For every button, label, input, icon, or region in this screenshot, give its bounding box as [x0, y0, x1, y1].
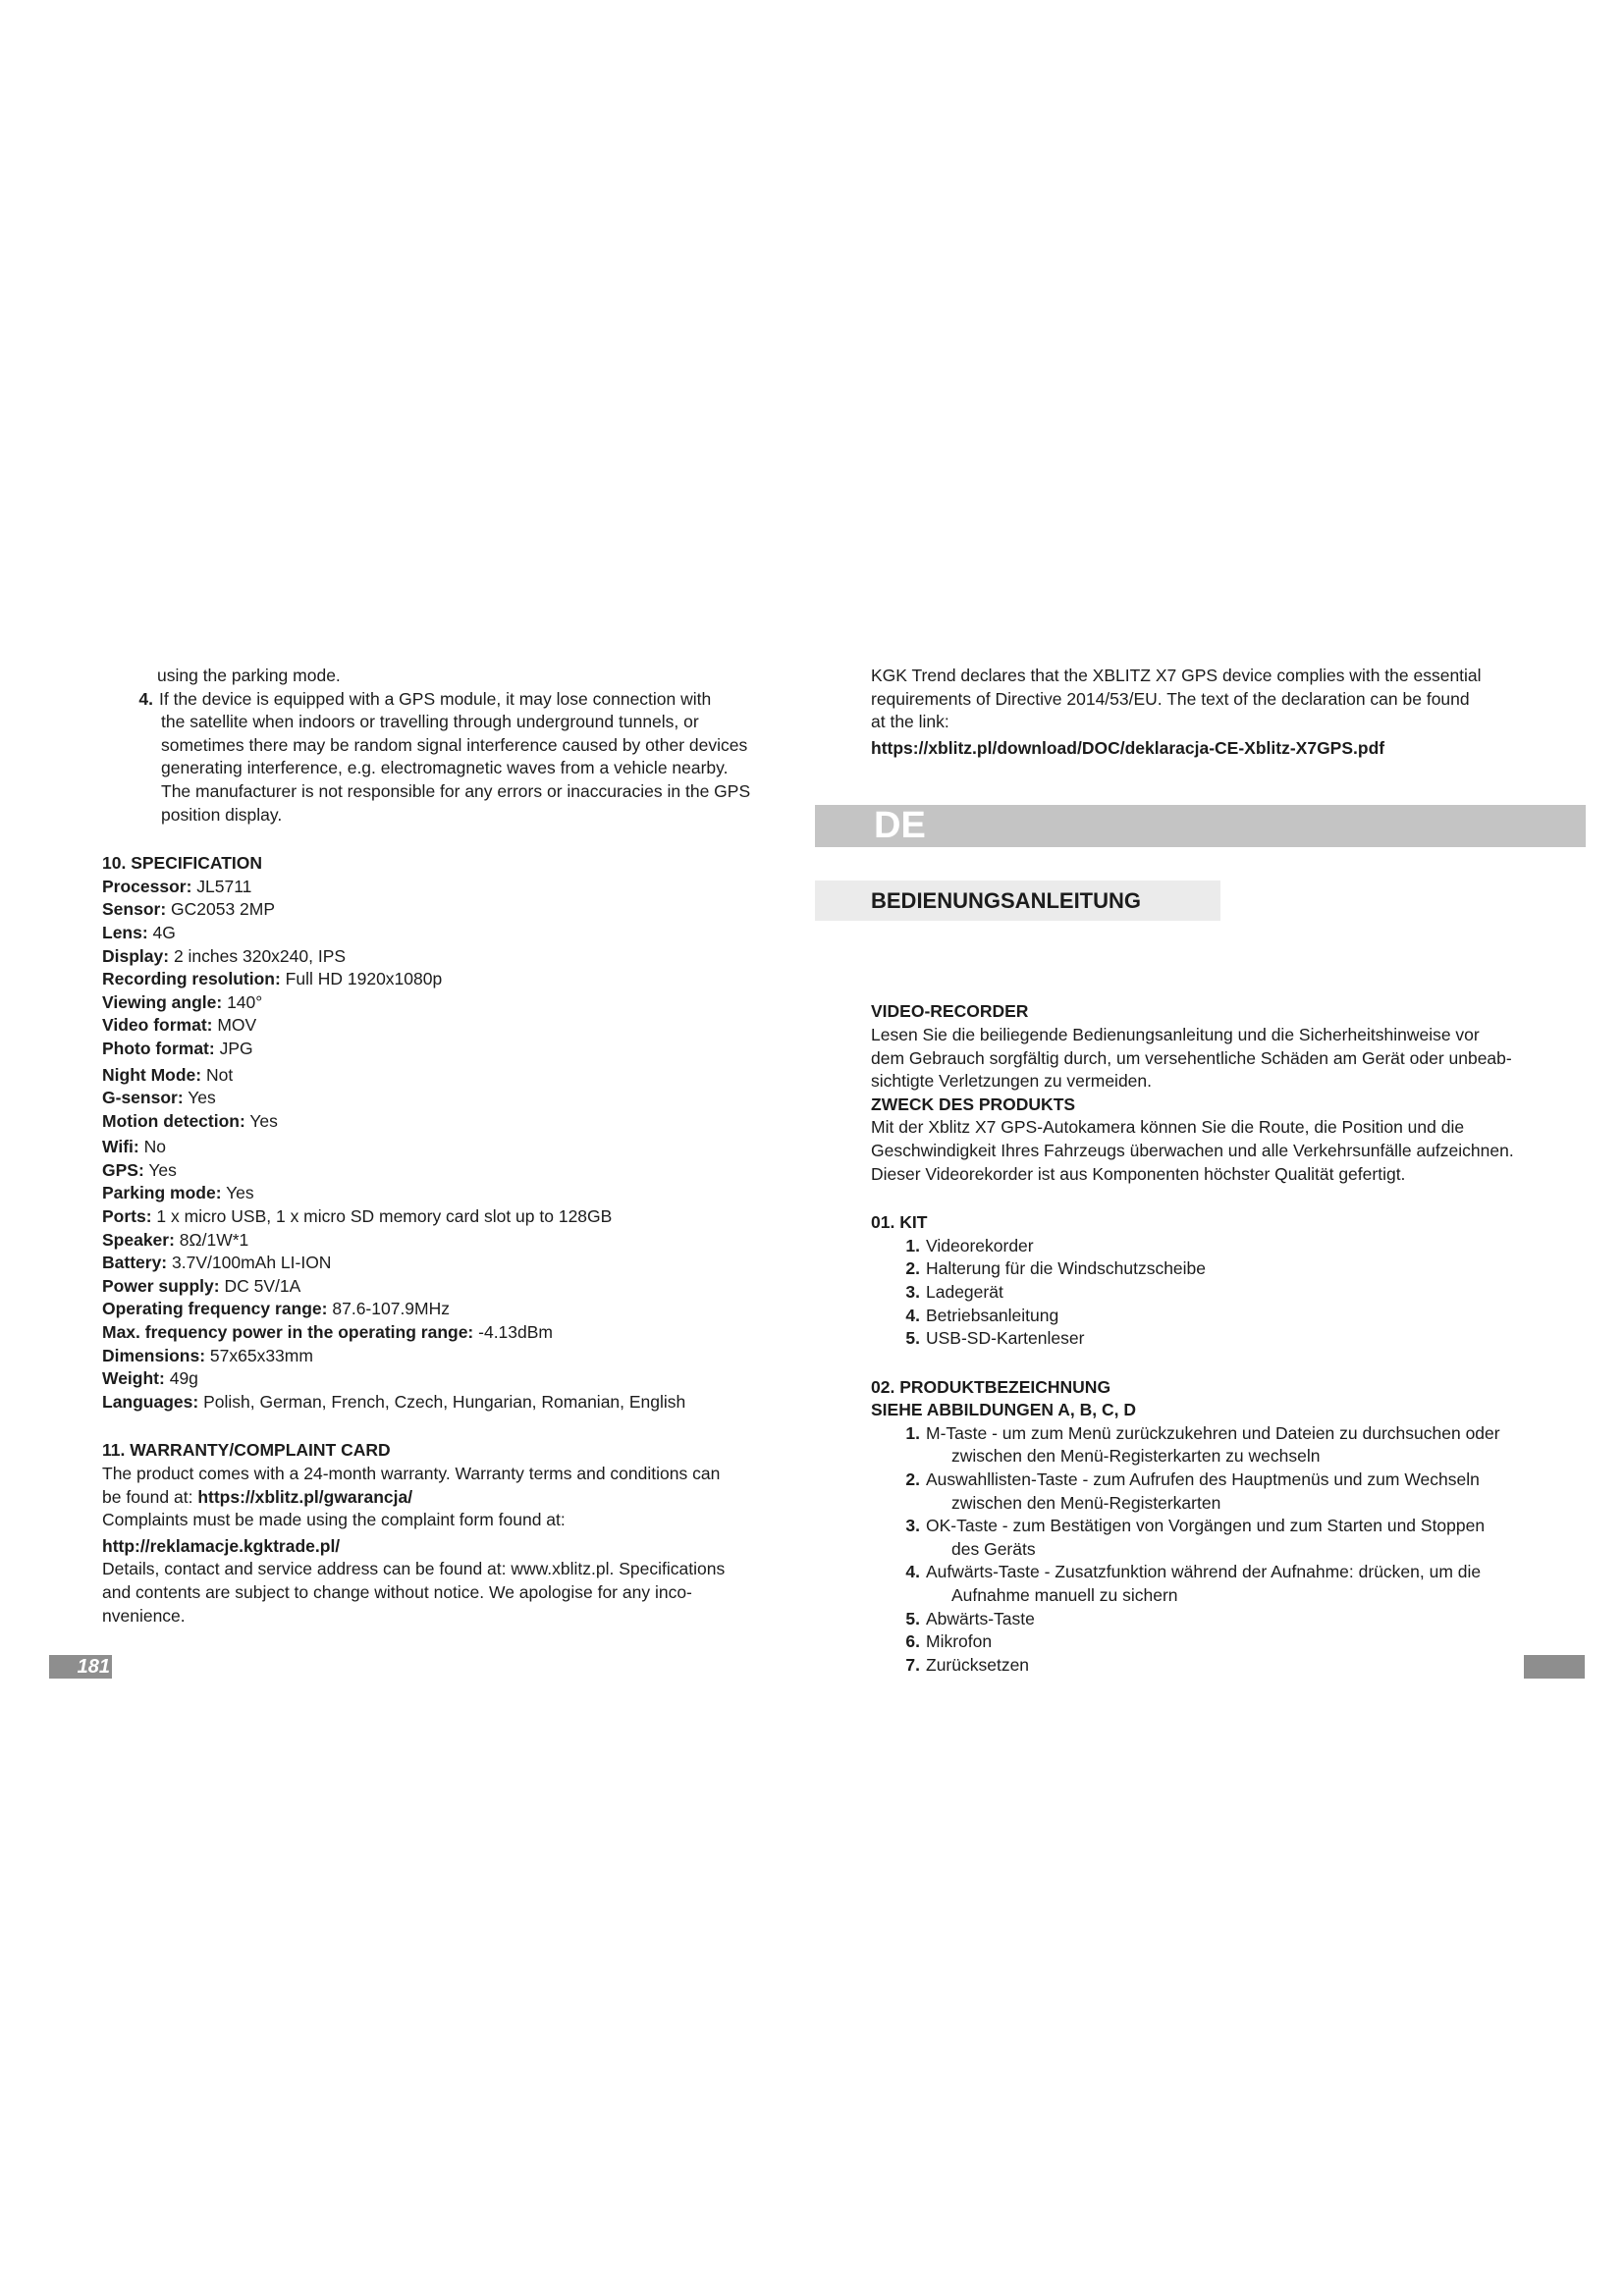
item-4-line: The manufacturer is not responsible for any errors or inaccuracies in the GPS: [161, 780, 751, 801]
product-item-line: des Geräts: [951, 1538, 1036, 1559]
product-item: [871, 1422, 1558, 1468]
product-title: 02. PRODUKTBEZEICHNUNG: [871, 1376, 1111, 1397]
spec-row: [102, 1229, 780, 1253]
spec-label: Processor:: [102, 876, 192, 896]
item-4-line: the satellite when indoors or travelling through underground tunnels, or: [161, 712, 699, 732]
product-item-line: Aufwärts-Taste - Zusatzfunktion während der Aufnahme: drücken, um die: [926, 1562, 1482, 1582]
item-number: 4.: [905, 1305, 920, 1325]
spec-label: Languages:: [102, 1391, 199, 1412]
spec-value: 140°: [222, 991, 263, 1012]
details-line: and contents are subject to change without notice. We apologise for any inco-: [102, 1581, 692, 1602]
kit-item: [871, 1235, 1558, 1258]
product-item: [871, 1654, 1558, 1678]
item-number: 3.: [905, 1516, 920, 1536]
item-4-line: If the device is equipped with a GPS module, it may lose connection with: [159, 688, 712, 709]
product-item-line: M-Taste - um zum Menü zurückzukehren und Dateien zu durchsuchen oder: [926, 1422, 1500, 1443]
spec-row: [102, 1367, 780, 1391]
spec-value: -4.13dBm: [473, 1322, 553, 1343]
kit-item: [871, 1327, 1558, 1351]
spec-label: Display:: [102, 945, 170, 966]
item-number: 1.: [905, 1422, 920, 1443]
spec-value: GC2053 2MP: [166, 899, 276, 920]
product-item: [871, 1630, 1558, 1654]
kit-item: [871, 1257, 1558, 1281]
complaints-text: Complaints must be made using the complaint form found at:: [102, 1510, 566, 1530]
spec-label: Battery:: [102, 1253, 168, 1273]
kit-item-text: Videorekorder: [926, 1235, 1034, 1255]
purpose-line: Dieser Videorekorder ist aus Komponenten höchster Qualität gefertigt.: [871, 1163, 1406, 1184]
item-number: 1.: [905, 1235, 920, 1255]
item-4-line: generating interference, e.g. electromagnetic waves from a vehicle nearby.: [161, 758, 729, 778]
spec-row: [102, 1014, 780, 1038]
spec-label: Speaker:: [102, 1229, 175, 1250]
spec-value: 1 x micro USB, 1 x micro SD memory card slot up to 128GB: [151, 1206, 613, 1227]
product-subtitle: SIEHE ABBILDUNGEN A, B, C, D: [871, 1400, 1136, 1420]
manual-banner-label: BEDIENUNGSANLEITUNG: [871, 888, 1142, 913]
product-item-line: zwischen den Menü-Registerkarten zu wechseln: [951, 1446, 1321, 1467]
declaration-line: at the link:: [871, 712, 949, 732]
spec-value: JPG: [214, 1038, 253, 1058]
spec-value: Full HD 1920x1080p: [280, 969, 443, 989]
spec-value: JL5711: [191, 876, 252, 896]
video-line: Lesen Sie die beiliegende Bedienungsanleitung und die Sicherheitshinweise vor: [871, 1024, 1480, 1044]
spec-row: [102, 876, 780, 899]
spec-row: [102, 945, 780, 969]
item-number: 5.: [905, 1608, 920, 1629]
product-item-line: Auswahllisten-Taste - zum Aufrufen des Hauptmenüs und zum Wechseln: [926, 1469, 1480, 1490]
spec-label: Wifi:: [102, 1137, 139, 1157]
spec-label: Viewing angle:: [102, 991, 223, 1012]
language-banner: [815, 805, 1586, 847]
product-item-text: [926, 1608, 1035, 1631]
spec-label: Recording resolution:: [102, 969, 281, 989]
spec-label: Video format:: [102, 1015, 213, 1036]
product-item-line: Zurücksetzen: [926, 1654, 1030, 1675]
spec-row: [102, 1205, 780, 1229]
product-item: [871, 1468, 1558, 1515]
warranty-prefix: be found at:: [102, 1486, 198, 1507]
spec-row: [102, 1391, 780, 1415]
spec-row: [102, 1159, 780, 1183]
spec-value: No: [138, 1137, 166, 1157]
warranty-text: The product comes with a 24-month warranty. Warranty terms and conditions can: [102, 1464, 721, 1483]
spec-label: Photo format:: [102, 1038, 215, 1058]
spec-row: [102, 1182, 780, 1205]
item-number: 3.: [905, 1281, 920, 1302]
item-4-line: position display.: [161, 804, 283, 825]
purpose-title: ZWECK DES PRODUKTS: [871, 1094, 1076, 1114]
product-item: [871, 1561, 1558, 1607]
spec-label: Power supply:: [102, 1275, 220, 1296]
spec-value: Yes: [183, 1088, 216, 1108]
spec-label: GPS:: [102, 1159, 144, 1180]
spec-label: Parking mode:: [102, 1183, 222, 1203]
kit-item-text: USB-SD-Kartenleser: [926, 1328, 1085, 1349]
product-list: [871, 1422, 1558, 1678]
item-4-text: [159, 688, 750, 828]
spec-value: 2 inches 320x240, IPS: [169, 945, 347, 966]
declaration-line: KGK Trend declares that the XBLITZ X7 GPS device complies with the essential: [871, 666, 1482, 685]
purpose-line: Mit der Xblitz X7 GPS-Autokamera können Sie die Route, die Position und die: [871, 1117, 1465, 1138]
spec-row: [102, 991, 780, 1015]
spec-value: Yes: [221, 1183, 254, 1203]
spec-row: [102, 1087, 780, 1110]
warranty-text-2: [102, 1486, 780, 1510]
spec-value: 57x65x33mm: [205, 1345, 313, 1365]
product-item-line: Aufnahme manuell zu sichern: [951, 1585, 1178, 1606]
kit-item-text: Halterung für die Windschutzscheibe: [926, 1258, 1207, 1279]
spec-row: [102, 922, 780, 945]
spec-row: [102, 1038, 780, 1061]
page-number-badge: [49, 1655, 112, 1679]
spec-label: Max. frequency power in the operating range:: [102, 1322, 474, 1343]
product-item: [871, 1608, 1558, 1631]
footer-tab: [1524, 1655, 1585, 1679]
spec-value: 4G: [147, 922, 176, 942]
spec-value: 49g: [164, 1368, 198, 1389]
product-item: [871, 1515, 1558, 1561]
details-line: Details, contact and service address can be found at: www.xblitz.pl. Specifications: [102, 1559, 726, 1579]
item-number: 4.: [138, 688, 153, 709]
manual-banner: [815, 881, 1220, 921]
details-line: nvenience.: [102, 1605, 186, 1626]
spec-label: G-sensor:: [102, 1088, 184, 1108]
spec-value: 87.6-107.9MHz: [327, 1299, 451, 1319]
item-number: 7.: [905, 1654, 920, 1675]
warranty-link[interactable]: https://xblitz.pl/gwarancja/: [197, 1486, 413, 1507]
spec-row: [102, 1110, 780, 1134]
product-item-line: Mikrofon: [926, 1631, 993, 1652]
spec-value: Yes: [143, 1159, 177, 1180]
spec-value: 3.7V/100mAh LI-ION: [167, 1253, 332, 1273]
item-number: 2.: [905, 1469, 920, 1490]
product-item-text: [926, 1515, 1485, 1561]
product-item-text: [926, 1561, 1481, 1607]
spec-row: [102, 1252, 780, 1275]
warranty-title: 11. WARRANTY/COMPLAINT CARD: [102, 1440, 391, 1461]
left-column: [102, 665, 780, 1628]
spec-row: [102, 1064, 780, 1088]
page-number: 181: [77, 1656, 110, 1678]
spec-row: [102, 1321, 780, 1345]
product-item-line: zwischen den Menü-Registerkarten: [951, 1492, 1221, 1513]
spec-label: Sensor:: [102, 899, 167, 920]
spec-value: DC 5V/1A: [219, 1275, 301, 1296]
product-item-text: [926, 1654, 1029, 1678]
language-banner-label: DE: [874, 805, 926, 846]
item-number: 4.: [905, 1562, 920, 1582]
spec-value: Not: [201, 1064, 234, 1085]
item-4-line: sometimes there may be random signal interference caused by other devices: [161, 734, 748, 755]
complaints-link[interactable]: http://reklamacje.kgktrade.pl/: [102, 1535, 341, 1556]
spec-label: Dimensions:: [102, 1345, 206, 1365]
item-number: 2.: [905, 1258, 920, 1279]
spec-label: Weight:: [102, 1368, 165, 1389]
declaration-link[interactable]: https://xblitz.pl/download/DOC/deklaracja-CE-Xblitz-X7GPS.pdf: [871, 737, 1385, 758]
spec-row: [102, 1275, 780, 1299]
kit-item-text: Ladegerät: [926, 1281, 1003, 1302]
spec-label: Motion detection:: [102, 1110, 245, 1131]
spec-value: MOV: [212, 1015, 257, 1036]
spec-row: [102, 898, 780, 922]
kit-title: 01. KIT: [871, 1212, 928, 1233]
product-item-text: [926, 1422, 1500, 1468]
spec-label: Lens:: [102, 922, 148, 942]
product-item-line: OK-Taste - zum Bestätigen von Vorgängen und zum Starten und Stoppen: [926, 1516, 1486, 1536]
video-line: sichtigte Verletzungen zu vermeiden.: [871, 1071, 1152, 1092]
spec-title: 10. SPECIFICATION: [102, 853, 263, 874]
list-item-4: [102, 688, 780, 828]
spec-row: [102, 1136, 780, 1159]
spec-label: Operating frequency range:: [102, 1299, 328, 1319]
intro-line: using the parking mode.: [157, 666, 341, 685]
spec-value: Polish, German, French, Czech, Hungarian, Romanian, English: [198, 1391, 686, 1412]
video-line: dem Gebrauch sorgfältig durch, um versehentliche Schäden am Gerät oder unbeab-: [871, 1047, 1512, 1068]
item-number: 5.: [905, 1328, 920, 1349]
declaration-line: requirements of Directive 2014/53/EU. The text of the declaration can be found: [871, 688, 1470, 709]
product-item-text: [926, 1468, 1480, 1515]
spec-row: [102, 1298, 780, 1321]
spec-value: 8Ω/1W*1: [174, 1229, 249, 1250]
product-item-line: Abwärts-Taste: [926, 1608, 1035, 1629]
spec-label: Night Mode:: [102, 1064, 202, 1085]
kit-list: [871, 1235, 1558, 1351]
purpose-line: Geschwindigkeit Ihres Fahrzeugs überwachen und alle Verkehrsunfälle aufzeichnen.: [871, 1140, 1514, 1160]
kit-item: [871, 1281, 1558, 1305]
spec-row: [102, 968, 780, 991]
product-item-text: [926, 1630, 992, 1654]
kit-item-text: Betriebsanleitung: [926, 1305, 1059, 1325]
spec-value: Yes: [244, 1110, 278, 1131]
item-number: 6.: [905, 1631, 920, 1652]
kit-item: [871, 1305, 1558, 1328]
video-title: VIDEO-RECORDER: [871, 1001, 1029, 1022]
spec-list: [102, 876, 780, 1415]
spec-row: [102, 1345, 780, 1368]
spec-label: Ports:: [102, 1206, 152, 1227]
